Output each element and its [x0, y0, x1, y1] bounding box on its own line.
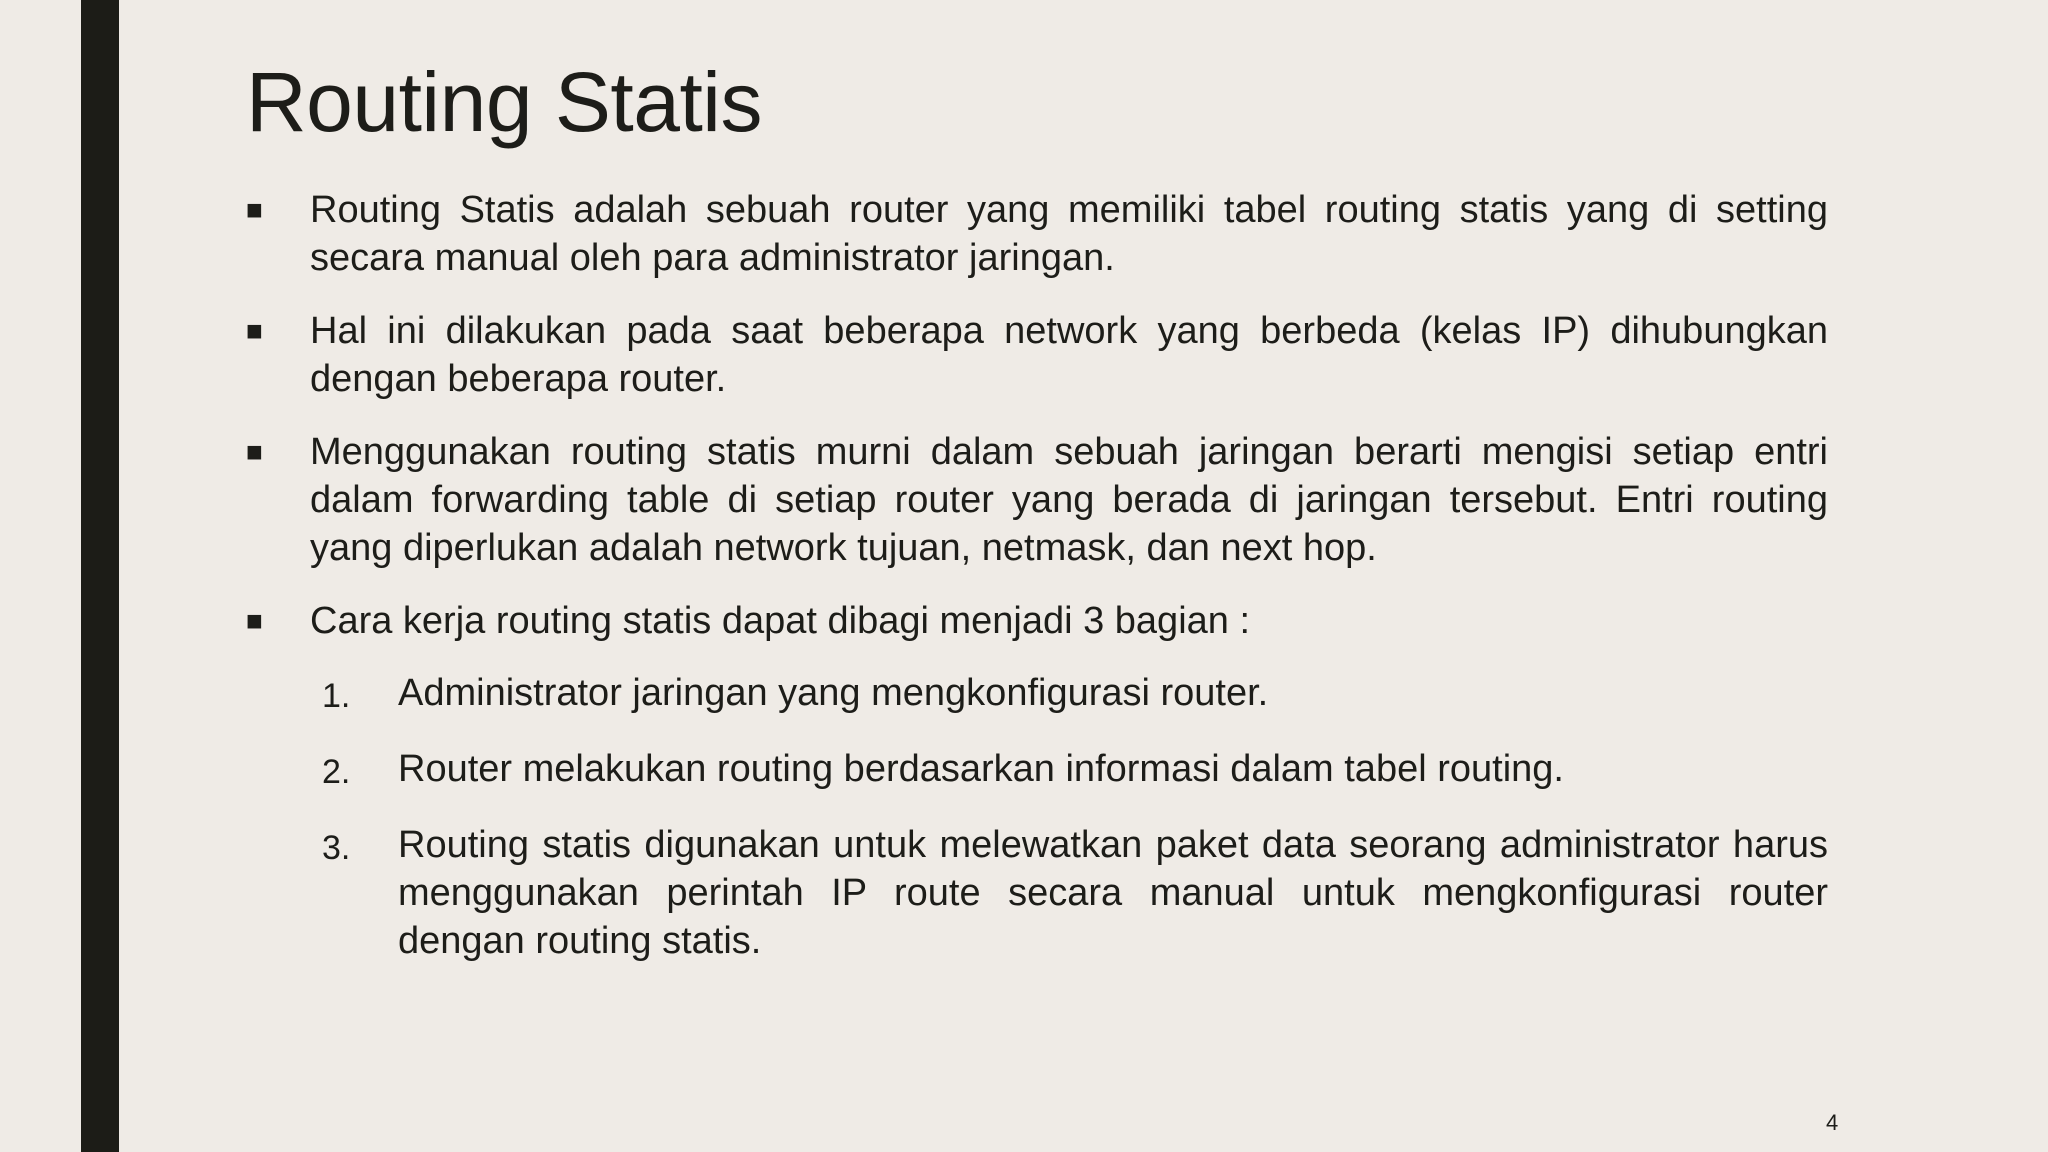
- bullet-square-icon: ■: [246, 315, 263, 346]
- numbered-step: [322, 821, 1828, 965]
- bullet-text: Cara kerja routing statis dapat dibagi menjadi 3 bagian :: [310, 600, 1251, 642]
- step-text: Router melakukan routing berdasarkan informasi dalam tabel routing.: [398, 748, 1564, 790]
- step-text: Administrator jaringan yang mengkonfigurasi router.: [398, 672, 1269, 714]
- bullet-item: [246, 428, 1828, 572]
- step-text: Routing statis digunakan untuk melewatkan paket data seorang administrator harus menggunakan perintah IP route secara manual untuk mengkonfigurasi router dengan routing statis.: [398, 824, 1828, 962]
- bullet-text: Menggunakan routing statis murni dalam sebuah jaringan berarti mengisi setiap entri dalam forwarding table di setiap router yang berada di jaringan tersebut. Entri routing yang diperlukan adalah network tujuan, netmask, dan next hop.: [310, 431, 1828, 569]
- bullet-item: [246, 597, 1828, 645]
- bullet-square-icon: ■: [246, 436, 263, 467]
- left-accent-bar: [81, 0, 119, 1152]
- step-number: 1.: [322, 677, 351, 715]
- page-number: 4: [1826, 1110, 1839, 1135]
- bullet-square-icon: ■: [246, 605, 263, 636]
- step-number: 3.: [322, 829, 351, 867]
- bullet-square-icon: ■: [246, 194, 263, 225]
- step-number: 2.: [322, 753, 351, 791]
- bullet-item: [246, 186, 1828, 282]
- bullet-item: [246, 307, 1828, 403]
- numbered-steps-list: [322, 669, 1828, 965]
- numbered-step: [322, 745, 1828, 796]
- numbered-step: [322, 669, 1828, 720]
- bullet-text: Routing Statis adalah sebuah router yang memiliki tabel routing statis yang di setting secara manual oleh para administrator jaringan.: [310, 189, 1828, 279]
- slide-content: [246, 186, 1828, 990]
- slide-title: Routing Statis: [246, 55, 762, 149]
- bullet-text: Hal ini dilakukan pada saat beberapa network yang berbeda (kelas IP) dihubungkan dengan beberapa router.: [310, 310, 1828, 400]
